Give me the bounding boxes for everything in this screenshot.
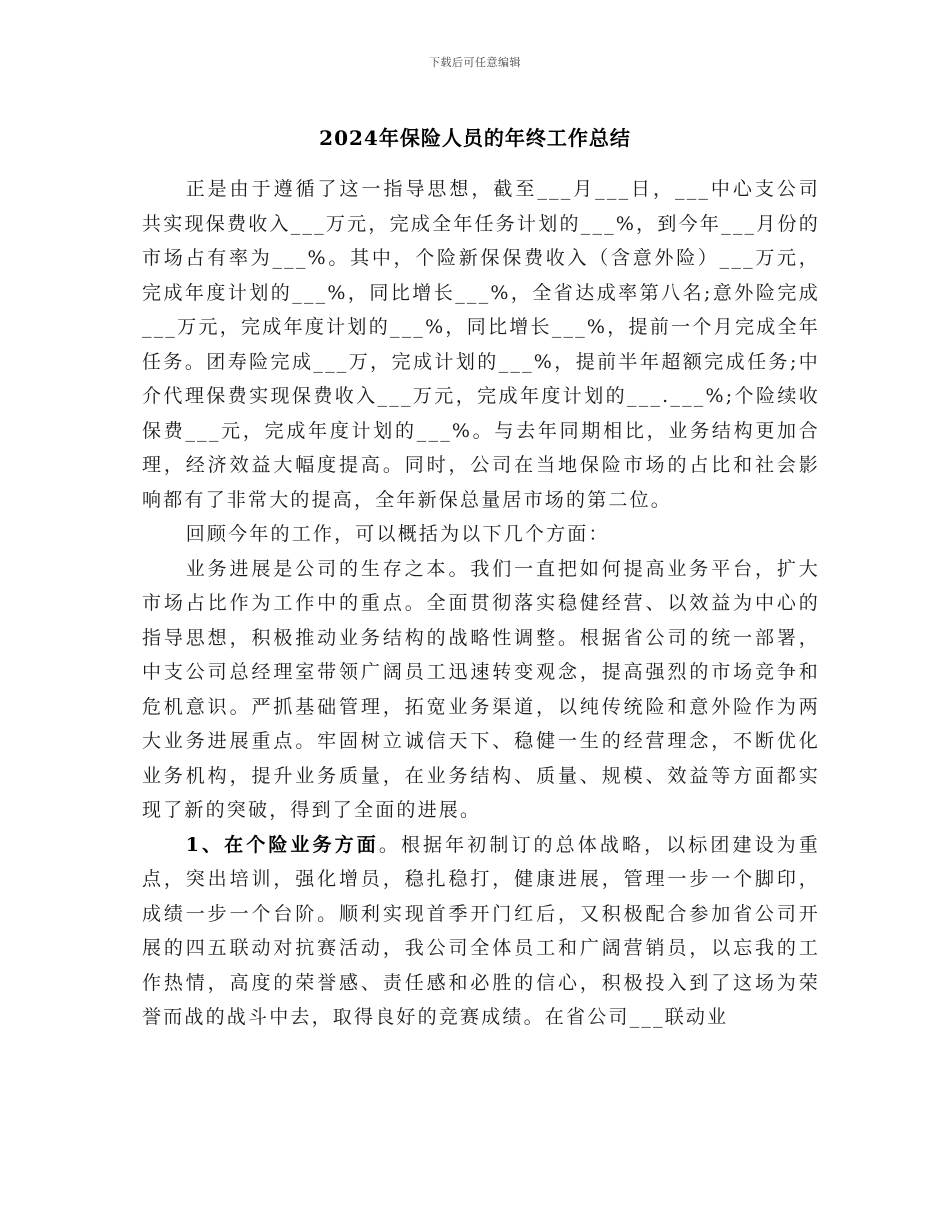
paragraph-1: [142, 172, 820, 517]
paragraph-2: [142, 517, 820, 552]
header-note: 下载后可任意编辑: [429, 56, 521, 69]
paragraph-4-text: 。根据年初制订的总体战略，以标团建设为重点，突出培训，强化增员，稳扎稳打，健康进展，管理一步一个脚印，成绩一步一个台阶。顺利实现首季开门红后，又积极配合参加省公司开展的四五联动对抗赛活动，我公司全体员工和广阔营销员，以忘我的工作热情，高度的荣誉感、责任感和必胜的信心，积极投入到了这场为荣誉而战的战斗中去，取得良好的竞赛成绩。在省公司___联动业: [142, 833, 820, 1028]
paragraph-2-text: 回顾今年的工作，可以概括为以下几个方面：: [185, 523, 610, 545]
paragraph-4: [142, 828, 820, 1035]
paragraph-1-text: 正是由于遵循了这一指导思想，截至___月___日，___中心支公司共实现保费收入___万元，完成全年任务计划的___%，到今年___月份的市场占有率为___%。其中，个险新保保费收入（含意外险）___万元，完成年度计划的___%，同比增长___%，全省达成率第八名;意外险完成___万元，完成年度计划的___%，同比增长___%，提前一个月完成全年任务。团寿险完成___万，完成计划的___%，提前半年超额完成任务;中介代理保费实现保费收入___万元，完成年度计划的___.___%;个险续收保费___元，完成年度计划的___%。与去年同期相比，业务结构更加合理，经济效益大幅度提高。同时，公司在当地保险市场的占比和社会影响都有了非常大的提高，全年新保总量居市场的第二位。: [142, 178, 820, 511]
document-body: [142, 172, 820, 1035]
paragraph-3-text: 业务进展是公司的生存之本。我们一直把如何提高业务平台，扩大市场占比作为工作中的重点。全面贯彻落实稳健经营、以效益为中心的指导思想，积极推动业务结构的战略性调整。根据省公司的统一部署，中支公司总经理室带领广阔员工迅速转变观念，提高强烈的市场竞争和危机意识。严抓基础管理，拓宽业务渠道，以纯传统险和意外险作为两大业务进展重点。牢固树立诚信天下、稳健一生的经营理念，不断优化业务机构，提升业务质量，在业务结构、质量、规模、效益等方面都实现了新的突破，得到了全面的进展。: [142, 557, 820, 821]
document-title: 2024年保险人员的年终工作总结: [319, 126, 631, 150]
paragraph-4-lead: 1、在个险业务方面: [185, 833, 379, 856]
paragraph-3: [142, 552, 820, 828]
